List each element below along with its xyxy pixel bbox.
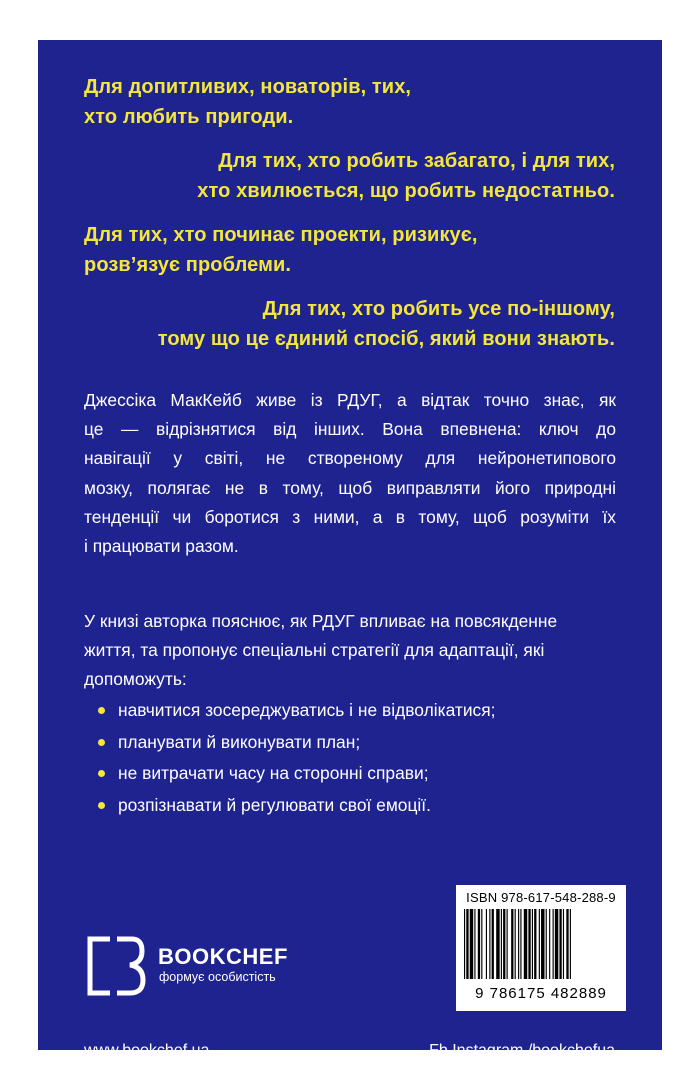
back-cover <box>38 40 662 1059</box>
tagline-1 <box>84 72 411 132</box>
description-line: і працювати разом. <box>84 536 239 557</box>
list-item <box>98 727 495 759</box>
list-item-text: розпізнавати й регулювати свої емоції. <box>118 794 431 815</box>
isbn-barcode <box>456 885 626 1011</box>
tagline-2-line-1: Для тих, хто робить забагато, і для тих, <box>218 150 615 172</box>
tagline-1-line-1: Для допитливих, новаторів, тих, <box>84 76 412 98</box>
list-item <box>98 758 495 790</box>
description-paragraph <box>84 386 616 561</box>
intro-line: життя, та пропонує спеціальні стратегії для адаптації, які <box>84 640 545 661</box>
intro-line: допоможуть: <box>84 669 187 690</box>
description-line: це — відрізнятися від інших. Вона впевнена: ключ до <box>84 419 616 440</box>
tagline-2-line-2: хто хвилюється, що робить недостатньо. <box>197 180 615 202</box>
list-item <box>98 695 495 727</box>
tagline-3 <box>84 220 478 280</box>
bullet-dot-icon <box>98 739 105 746</box>
publisher-name: BOOKCHEF <box>158 944 288 969</box>
description-line: тенденції чи боротися з ними, а в тому, щоб розуміти їх <box>84 506 616 527</box>
list-item-text: планувати й виконувати план; <box>118 731 361 752</box>
tagline-2 <box>197 146 615 206</box>
list-item-text: навчитися зосереджуватись і не відволікатися; <box>118 700 496 720</box>
description-line: мозку, полягає не в тому, щоб виправляти його природні <box>84 477 616 498</box>
publisher-website: www.bookchef.ua <box>84 1042 210 1059</box>
list-item <box>98 790 495 822</box>
publisher-social: Fb Instagram /bookchefua <box>429 1042 615 1059</box>
isbn-digits: 9 786175 482889 <box>475 985 607 1002</box>
bullet-dot-icon <box>98 802 105 809</box>
isbn-label: ISBN 978-617-548-288-9 <box>466 890 616 905</box>
tagline-3-line-1: Для тих, хто починає проекти, ризикує, <box>84 224 478 246</box>
description-line: навігації у світі, не створеному для нейронетипового <box>84 448 616 469</box>
list-item-text: не витрачати часу на сторонні справи; <box>118 763 429 783</box>
bullet-dot-icon <box>98 707 105 714</box>
tagline-1-line-2: хто любить пригоди. <box>84 106 294 128</box>
bookchef-logo-icon <box>86 936 146 996</box>
barcode-icon <box>462 909 620 979</box>
benefits-list <box>98 695 495 821</box>
tagline-4-line-2: тому що це єдиний спосіб, який вони знають. <box>157 328 615 350</box>
tagline-3-line-2: розв’язує проблеми. <box>84 254 292 276</box>
description-line: Джессіка МакКейб живе із РДУГ, а відтак точно знає, як <box>84 390 616 410</box>
tagline-4-line-1: Для тих, хто робить усе по-іншому, <box>262 298 615 320</box>
publisher-tagline: формує особистість <box>159 970 276 984</box>
tagline-4 <box>158 294 615 354</box>
intro-paragraph <box>84 607 616 695</box>
intro-line: У книзі авторка пояснює, як РДУГ впливає на повсякденне <box>84 611 558 631</box>
bullet-dot-icon <box>98 770 105 777</box>
